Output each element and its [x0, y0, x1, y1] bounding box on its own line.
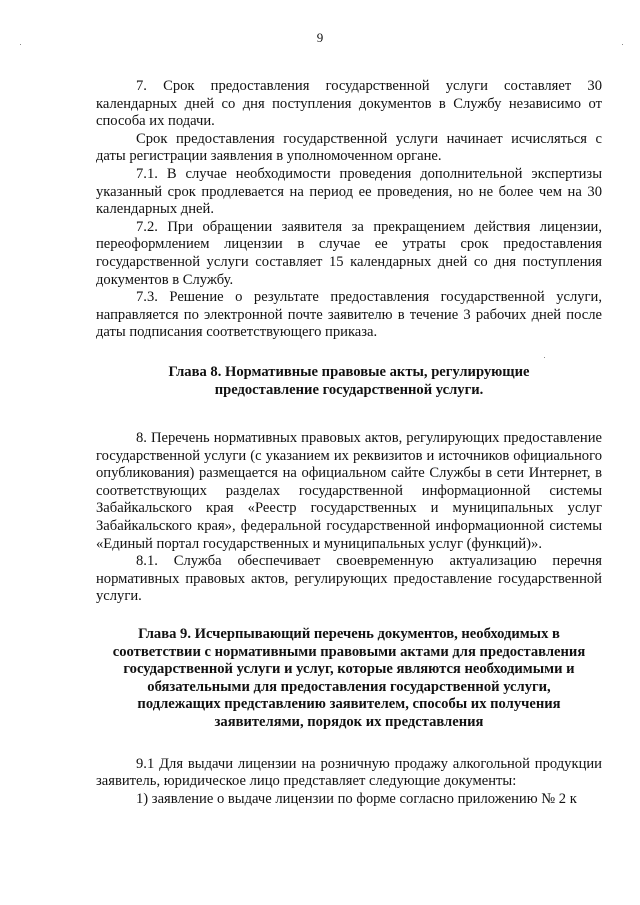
chapter-9-heading-line-5: подлежащих представлению заявителем, способы их получения: [137, 696, 561, 713]
paragraph-7: 7. Срок предоставления государственной услуги составляет 30 календарных дней со дня поступления документов в Службу независимо от способа их подачи.: [96, 78, 602, 130]
chapter-9-heading-line-6: заявителями, порядок их представления: [214, 714, 484, 730]
paragraph-8: 8. Перечень нормативных правовых актов, регулирующих предоставление государственной услуги (с указанием их реквизитов и источников официального опубликования) размещается на официальном сайте Службы в сети Интернет, в соответствующих разделах государственной информационной системы Забайкальского края «Реестр государственных и муниципальных услуг Забайкальского края», федеральной государственной информационной системы «Единый портал государственных и муниципальных услуг (функций)».: [96, 430, 602, 552]
paragraph-8-1: 8.1. Служба обеспечивает своевременную актуализацию перечня нормативных правовых актов, регулирующих предоставление государственной услуги.: [96, 553, 602, 605]
paragraph-7-1: 7.1. В случае необходимости проведения дополнительной экспертизы указанный срок продлевается на период ее проведения, но не более чем на 30 календарных дней.: [96, 165, 602, 218]
chapter-9-heading: [96, 626, 602, 732]
paragraph-7-2: 7.2. При обращении заявителя за прекращением действия лицензии, переоформлением лицензии в случае ее утраты срок предоставления государственной услуги составляет 15 календарных дней со дня поступления документов в Службу.: [96, 218, 602, 288]
scan-speck: [622, 44, 623, 45]
chapter-9-heading-line-2: соответствии с нормативными правовыми актами для предоставления: [112, 643, 586, 660]
chapter-8-heading: [96, 364, 602, 399]
chapter-8-heading-line-2: предоставление государственной услуги.: [214, 381, 484, 398]
chapter-9-heading-line-4: обязательными для предоставления государственной услуги,: [147, 678, 551, 695]
paragraph-9-1-item-1: 1) заявление о выдаче лицензии по форме согласно приложению № 2 к: [136, 790, 577, 807]
scan-speck: [544, 357, 545, 358]
chapter-9-heading-line-1: Глава 9. Исчерпывающий перечень документов, необходимых в: [138, 626, 560, 643]
paragraph-9-1: 9.1 Для выдачи лицензии на розничную продажу алкогольной продукции заявитель, юридическое лицо представляет следующие документы:: [96, 755, 602, 790]
chapter-8-heading-line-1: Глава 8. Нормативные правовые акты, регулирующие: [168, 363, 530, 380]
scan-speck: [20, 44, 21, 45]
paragraph-7-term-start: Срок предоставления государственной услуги начинает исчисляться с даты регистрации заявления в уполномоченном органе.: [96, 130, 602, 165]
paragraph-7-3: 7.3. Решение о результате предоставления государственной услуги, направляется по электронной почте заявителю в течение 3 рабочих дней после даты подписания соответствующего приказа.: [96, 289, 602, 341]
page-number: 9: [316, 30, 324, 45]
document-body: [96, 78, 602, 808]
chapter-9-heading-line-3: государственной услуги и услуг, которые являются необходимыми и: [123, 661, 575, 678]
